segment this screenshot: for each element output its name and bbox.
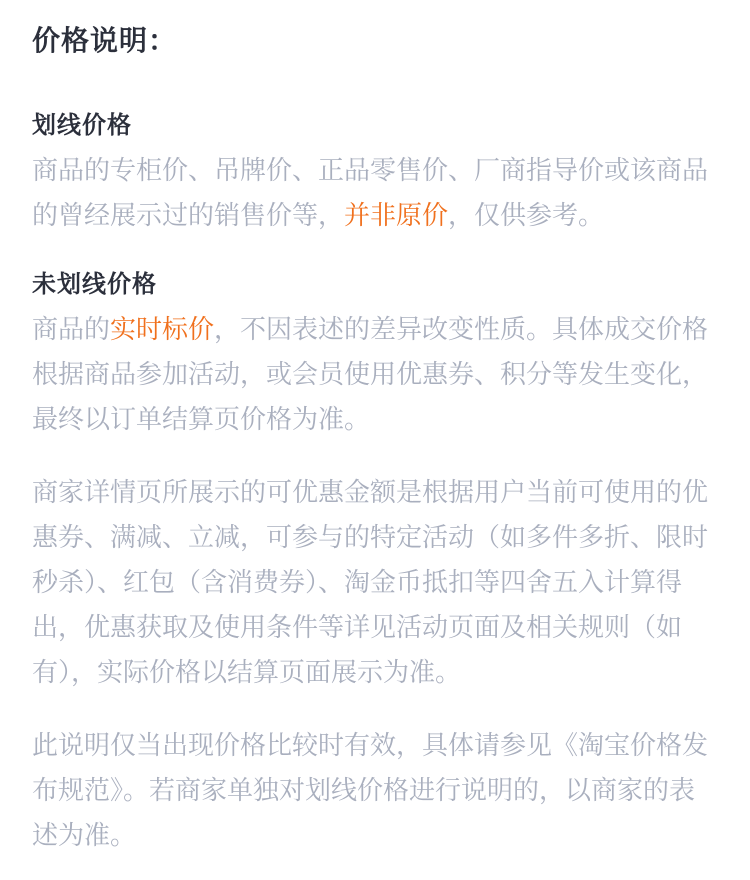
text-segment: 商品的专柜价、吊牌价、正品零售价、厂商指导价或该商品的曾经展示过的销售价等， <box>32 155 709 230</box>
highlight-not-original-price: 并非原价 <box>344 200 449 230</box>
section-heading-uncrossed-price: 未划线价格 <box>32 271 157 298</box>
text-segment: ，不因表述的差异改变性质。具体成交价格根据商品参加活动，或会员使用优惠券、积分等发生变化，最终以订单结算页价格为准。 <box>32 314 709 434</box>
section-uncrossed-price <box>32 262 718 442</box>
text-segment: 商品的 <box>32 314 111 344</box>
section-heading-crossed-out-price: 划线价格 <box>32 112 132 139</box>
paragraph-disclaimer: 此说明仅当出现价格比较时有效，具体请参见《淘宝价格发布规范》。若商家单独对划线价格进行说明的，以商家的表述为准。 <box>32 730 709 850</box>
highlight-realtime-price: 实时标价 <box>110 314 215 344</box>
section-crossed-out-price <box>32 103 718 238</box>
page-title: 价格说明： <box>32 25 178 56</box>
paragraph-discount-calculation: 商家详情页所展示的可优惠金额是根据用户当前可使用的优惠券、满减、立减，可参与的特定活动（如多件多折、限时秒杀）、红包（含消费券）、淘金币抵扣等四舍五入计算得出，优惠获取及使用条件等详见活动页面及相关规则（如有），实际价格以结算页面展示为准。 <box>32 477 709 687</box>
paragraph-crossed-out-price <box>32 148 718 238</box>
text-segment: ，仅供参考。 <box>448 200 605 230</box>
paragraph-uncrossed-price <box>32 307 718 442</box>
